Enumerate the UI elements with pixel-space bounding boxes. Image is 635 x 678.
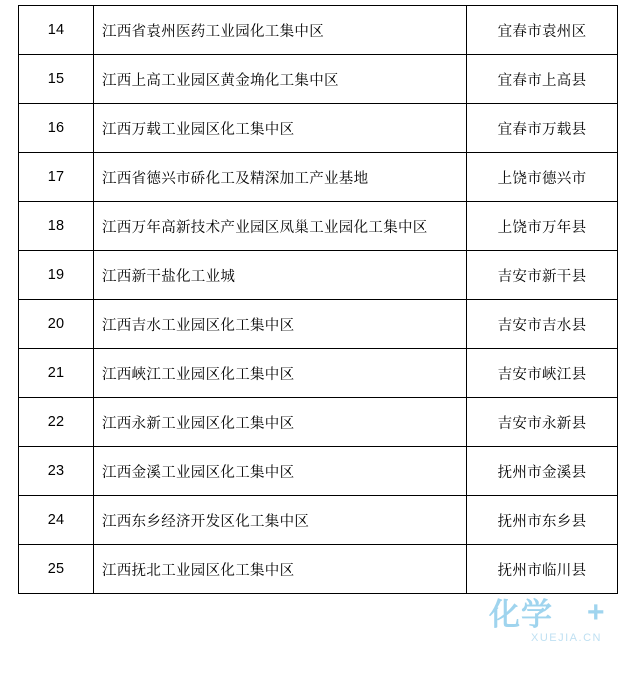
row-location: 宜春市袁州区 <box>467 6 618 55</box>
row-index: 14 <box>19 6 94 55</box>
row-index: 17 <box>19 153 94 202</box>
row-index: 20 <box>19 300 94 349</box>
table-row <box>19 398 618 447</box>
row-index: 22 <box>19 398 94 447</box>
row-location: 抚州市临川县 <box>467 545 618 594</box>
row-index: 25 <box>19 545 94 594</box>
row-location: 宜春市上高县 <box>467 55 618 104</box>
table-body <box>19 6 618 594</box>
table-row <box>19 104 618 153</box>
watermark <box>489 598 625 652</box>
row-name: 江西峽江工业园区化工集中区 <box>94 349 467 398</box>
row-location: 抚州市金溪县 <box>467 447 618 496</box>
table-row <box>19 447 618 496</box>
watermark-subtext: XUEJIA.CN <box>531 632 602 644</box>
table-row <box>19 251 618 300</box>
row-name: 江西永新工业园区化工集中区 <box>94 398 467 447</box>
row-name: 江西新干盐化工业城 <box>94 251 467 300</box>
row-location: 吉安市永新县 <box>467 398 618 447</box>
table-row <box>19 153 618 202</box>
chemical-park-table <box>18 5 618 594</box>
watermark-plus-icon: + <box>587 596 605 629</box>
table-row <box>19 545 618 594</box>
row-name: 江西吉水工业园区化工集中区 <box>94 300 467 349</box>
row-index: 23 <box>19 447 94 496</box>
table-row <box>19 496 618 545</box>
row-index: 16 <box>19 104 94 153</box>
row-name: 江西东乡经济开发区化工集中区 <box>94 496 467 545</box>
row-location: 上饶市德兴市 <box>467 153 618 202</box>
row-name: 江西万载工业园区化工集中区 <box>94 104 467 153</box>
row-name: 江西万年高新技术产业园区凤巢工业园化工集中区 <box>94 202 467 251</box>
row-name: 江西上高工业园区黄金埆化工集中区 <box>94 55 467 104</box>
row-name: 江西省德兴市硚化工及精深加工产业基地 <box>94 153 467 202</box>
row-name: 江西金溪工业园区化工集中区 <box>94 447 467 496</box>
row-location: 吉安市新干县 <box>467 251 618 300</box>
table-row <box>19 202 618 251</box>
row-location: 吉安市峽江县 <box>467 349 618 398</box>
table-row <box>19 349 618 398</box>
row-location: 上饶市万年县 <box>467 202 618 251</box>
table-row <box>19 6 618 55</box>
table-row <box>19 300 618 349</box>
row-location: 宜春市万载县 <box>467 104 618 153</box>
row-location: 吉安市吉水县 <box>467 300 618 349</box>
row-index: 24 <box>19 496 94 545</box>
table-row <box>19 55 618 104</box>
row-index: 19 <box>19 251 94 300</box>
row-index: 21 <box>19 349 94 398</box>
row-name: 江西省袁州医药工业园化工集中区 <box>94 6 467 55</box>
row-location: 抚州市东乡县 <box>467 496 618 545</box>
row-index: 18 <box>19 202 94 251</box>
watermark-text: 化学 <box>489 597 553 632</box>
row-index: 15 <box>19 55 94 104</box>
row-name: 江西抚北工业园区化工集中区 <box>94 545 467 594</box>
